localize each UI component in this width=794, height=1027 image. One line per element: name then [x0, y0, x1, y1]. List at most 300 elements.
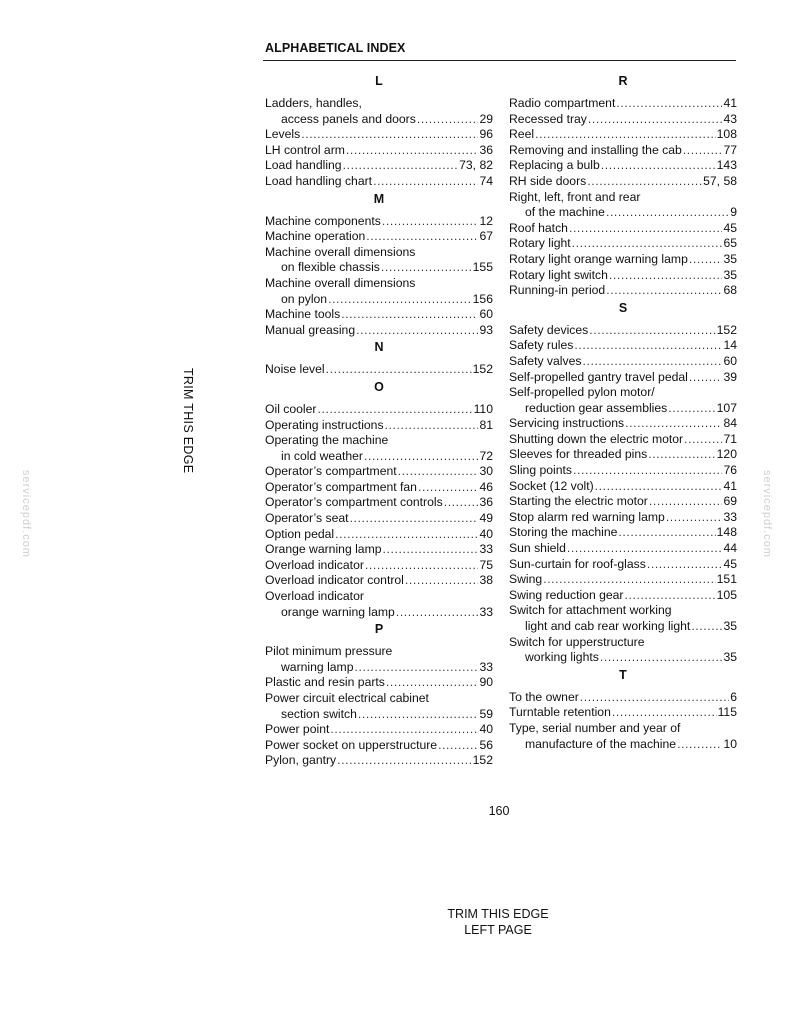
entry-row: [265, 418, 493, 434]
dot-leader: [588, 112, 723, 128]
index-entry: [509, 338, 737, 354]
dot-leader: [365, 558, 479, 574]
entry-page-number: 38: [479, 573, 493, 588]
entry-row: [509, 737, 737, 753]
dot-leader: [535, 127, 716, 143]
dot-leader: [606, 205, 729, 221]
entry-row: [509, 143, 737, 159]
entry-page-number: 65: [723, 236, 737, 251]
entry-text: in cold weather: [281, 448, 363, 463]
index-entry: [265, 542, 493, 558]
entry-row: [265, 605, 493, 621]
entry-row: [265, 323, 493, 339]
index-entry: [509, 541, 737, 557]
dot-leader: [364, 449, 478, 465]
entry-row: [265, 558, 493, 574]
entry-row: [509, 690, 737, 706]
entry-row: [265, 127, 493, 143]
entry-text: on flexible chassis: [281, 260, 380, 275]
entry-text: Operator’s compartment controls: [265, 495, 443, 510]
dot-leader: [343, 158, 459, 174]
entry-text: Operator’s compartment fan: [265, 479, 417, 494]
entry-row: [265, 464, 493, 480]
dot-leader: [398, 464, 479, 480]
entry-page-number: 69: [723, 494, 737, 509]
entry-text: Sling points: [509, 463, 573, 478]
entry-page-number: 115: [717, 705, 737, 720]
entry-text: Power socket on upperstructure: [265, 737, 438, 752]
index-entry: [265, 558, 493, 574]
index-entry: [509, 252, 737, 268]
dot-leader: [366, 229, 478, 245]
dot-leader: [649, 494, 723, 510]
entry-text: Sleeves for threaded pins: [509, 447, 648, 462]
index-entry: [265, 675, 493, 691]
section-letter: O: [374, 379, 384, 394]
index-entry: [509, 190, 737, 221]
entry-page-number: 151: [716, 572, 737, 587]
index-column-left: [265, 72, 493, 769]
entry-row: [509, 619, 737, 635]
header-rule: [263, 60, 736, 61]
entry-page-number: 40: [479, 526, 493, 541]
trim-bottom-line-1: TRIM THIS EDGE: [447, 907, 549, 921]
entry-page-number: 77: [723, 142, 737, 157]
entry-page-number: 6: [730, 689, 737, 704]
dot-leader: [683, 143, 723, 159]
entry-row: [509, 432, 737, 448]
entry-text: light and cab rear working light: [525, 619, 691, 633]
index-section: [509, 72, 737, 299]
entry-text: Rotary light orange warning lamp: [509, 251, 688, 266]
entry-page-number: 68: [723, 283, 737, 298]
dot-leader: [405, 573, 479, 589]
entry-heading-line: Machine overall dimensions: [265, 244, 416, 259]
section-letter: R: [618, 74, 628, 88]
dot-leader: [616, 96, 722, 112]
trim-edge-bottom-label: [400, 906, 596, 938]
dot-leader: [612, 705, 717, 721]
index-entry: [265, 402, 493, 418]
dot-leader: [677, 737, 722, 753]
entry-heading-line: Type, serial number and year of: [509, 720, 681, 735]
entry-text: Safety valves: [509, 353, 582, 368]
dot-leader: [341, 307, 478, 323]
dot-leader: [618, 525, 715, 541]
dot-leader: [567, 541, 723, 557]
entry-row: [509, 283, 737, 299]
entry-page-number: 56: [479, 737, 493, 752]
entry-text: Swing: [509, 572, 543, 587]
entry-heading-line: Overload indicator: [265, 589, 364, 604]
entry-heading-line: Machine overall dimensions: [265, 275, 416, 290]
entry-row: [265, 158, 493, 174]
entry-text: Pylon, gantry: [265, 753, 337, 768]
section-letter: N: [374, 340, 384, 355]
entry-text: Shutting down the electric motor: [509, 431, 684, 446]
entry-page-number: 96: [479, 127, 493, 142]
entry-page-number: 33: [723, 509, 737, 524]
entry-text: Power point: [265, 722, 330, 737]
section-letter: P: [374, 622, 384, 637]
entry-text: Safety rules: [509, 338, 574, 353]
entry-text: Overload indicator control: [265, 573, 404, 588]
dot-leader: [346, 143, 479, 159]
entry-row: [265, 511, 493, 527]
dot-leader: [582, 354, 722, 370]
entry-row: [509, 268, 737, 284]
index-entry: [509, 479, 737, 495]
entry-text: warning lamp: [281, 659, 354, 674]
dot-leader: [337, 753, 472, 769]
index-entry: [509, 127, 737, 143]
index-entry: [265, 573, 493, 589]
dot-leader: [587, 174, 702, 190]
entry-page-number: 36: [479, 495, 493, 510]
entry-row: [265, 738, 493, 754]
dot-leader: [328, 292, 472, 308]
index-entry: [509, 463, 737, 479]
dot-leader: [383, 542, 479, 558]
index-entry: [265, 307, 493, 323]
entry-page-number: 35: [723, 650, 737, 665]
entry-page-number: 35: [723, 267, 737, 282]
entry-row: [265, 260, 493, 276]
entry-heading-line: Right, left, front and rear: [509, 189, 641, 204]
entry-row: [265, 495, 493, 511]
dot-leader: [385, 418, 479, 434]
dot-leader: [438, 738, 478, 754]
index-entry: [265, 127, 493, 143]
entry-page-number: 12: [479, 213, 493, 228]
dot-leader: [609, 268, 723, 284]
entry-page-number: 152: [472, 362, 493, 377]
entry-page-number: 107: [716, 400, 737, 415]
entry-row: [509, 494, 737, 510]
index-entry: [265, 174, 493, 190]
entry-text: Removing and installing the cab: [509, 142, 682, 157]
entry-page-number: 84: [723, 416, 737, 431]
entry-page-number: 60: [723, 353, 737, 368]
dot-leader: [573, 463, 722, 479]
entry-page-number: 60: [479, 307, 493, 322]
entry-text: To the owner: [509, 689, 579, 704]
entry-row: [509, 174, 737, 190]
entry-page-number: 67: [479, 229, 493, 244]
index-entry: [509, 323, 737, 339]
section-letter: M: [373, 191, 385, 206]
entry-text: Rotary light: [509, 236, 571, 251]
dot-leader: [543, 572, 715, 588]
entry-heading-line: Switch for upperstructure: [509, 634, 645, 649]
entry-row: [509, 370, 737, 386]
dot-leader: [572, 236, 723, 252]
entry-text: Replacing a bulb: [509, 158, 600, 173]
entry-text: Radio compartment: [509, 96, 616, 110]
entry-row: [265, 722, 493, 738]
index-title: ALPHABETICAL INDEX: [265, 41, 406, 55]
entry-text: Machine components: [265, 213, 381, 228]
index-entry: [265, 511, 493, 527]
entry-row: [265, 229, 493, 245]
index-section: [509, 299, 737, 666]
index-entry: [509, 236, 737, 252]
entry-text: Load handling: [265, 158, 342, 173]
entry-row: [509, 557, 737, 573]
entry-row: [509, 96, 737, 112]
dot-leader: [595, 479, 723, 495]
entry-row: [509, 541, 737, 557]
dot-leader: [691, 619, 722, 635]
entry-heading-line: Switch for attachment working: [509, 603, 672, 618]
index-entry: [265, 143, 493, 159]
dot-leader: [301, 127, 478, 143]
section-letter: T: [619, 667, 627, 682]
entry-text: reduction gear assemblies: [525, 400, 668, 415]
index-entry: [265, 96, 493, 127]
entry-row: [509, 447, 737, 463]
entry-text: Sun shield: [509, 541, 566, 556]
entry-heading-line: Self-propelled pylon motor/: [509, 385, 655, 400]
entry-row: [509, 463, 737, 479]
dot-leader: [580, 690, 729, 706]
index-entry: [265, 158, 493, 174]
index-entry: [509, 588, 737, 604]
entry-text: LH control arm: [265, 142, 345, 157]
entry-page-number: 81: [479, 417, 493, 432]
entry-row: [265, 573, 493, 589]
index-entry: [265, 753, 493, 769]
index-entry: [509, 370, 737, 386]
entry-row: [509, 323, 737, 339]
entry-page-number: 43: [723, 111, 737, 126]
dot-leader: [417, 112, 479, 128]
dot-leader: [418, 480, 478, 496]
entry-page-number: 49: [479, 511, 493, 526]
index-entry: [509, 447, 737, 463]
entry-text: Orange warning lamp: [265, 542, 382, 557]
page-number: 160: [488, 804, 510, 818]
entry-row: [265, 112, 493, 128]
index-entry: [265, 464, 493, 480]
index-entry: [509, 494, 737, 510]
entry-text: Servicing instructions: [509, 416, 625, 431]
dot-leader: [330, 722, 478, 738]
index-entry: [509, 432, 737, 448]
index-entry: [509, 572, 737, 588]
index-entry: [265, 722, 493, 738]
entry-page-number: 14: [723, 338, 737, 353]
entry-text: Roof hatch: [509, 220, 568, 235]
index-entry: [509, 143, 737, 159]
index-entry: [509, 158, 737, 174]
entry-text: Swing reduction gear: [509, 587, 624, 602]
entry-heading-line: Operating the machine: [265, 433, 389, 448]
dot-leader: [625, 416, 722, 432]
index-entry: [265, 418, 493, 434]
index-section: [265, 190, 493, 339]
entry-text: access panels and doors: [281, 111, 416, 126]
index-entry: [509, 525, 737, 541]
entry-heading-line: Power circuit electrical cabinet: [265, 691, 429, 705]
entry-row: [265, 707, 493, 723]
entry-text: Option pedal: [265, 526, 335, 541]
entry-text: Turntable retention: [509, 705, 611, 720]
index-entry: [265, 323, 493, 339]
entry-page-number: 120: [716, 447, 737, 462]
index-section: [509, 666, 737, 752]
entry-row: [265, 542, 493, 558]
dot-leader: [689, 252, 723, 268]
dot-leader: [569, 221, 722, 237]
entry-row: [265, 402, 493, 418]
entry-text: Reel: [509, 127, 535, 142]
watermark-right: servicepdf.com: [761, 470, 773, 558]
entry-page-number: 156: [472, 291, 493, 306]
index-entry: [509, 603, 737, 634]
dot-leader: [358, 707, 479, 723]
entry-row: [509, 401, 737, 417]
entry-page-number: 33: [479, 542, 493, 557]
index-entry: [265, 362, 493, 378]
entry-row: [509, 525, 737, 541]
entry-page-number: 36: [479, 142, 493, 157]
index-entry: [265, 691, 493, 722]
index-entry: [265, 644, 493, 675]
entry-text: Rotary light switch: [509, 267, 608, 282]
entry-text: RH side doors: [509, 173, 587, 188]
entry-text: of the machine: [525, 205, 605, 220]
entry-row: [509, 236, 737, 252]
entry-row: [509, 479, 737, 495]
entry-page-number: 90: [479, 675, 493, 690]
index-entry: [265, 589, 493, 620]
index-entry: [265, 214, 493, 230]
entry-text: section switch: [281, 706, 357, 721]
index-entry: [509, 705, 737, 721]
index-entry: [265, 433, 493, 464]
entry-row: [265, 675, 493, 691]
entry-text: Machine operation: [265, 229, 366, 244]
trim-edge-side-label: TRIM THIS EDGE: [181, 368, 195, 474]
index-entry: [509, 112, 737, 128]
entry-text: Storing the machine: [509, 525, 618, 540]
entry-page-number: 152: [472, 753, 493, 768]
index-entry: [509, 354, 737, 370]
entry-page-number: 40: [479, 722, 493, 737]
entry-row: [509, 127, 737, 143]
entry-page-number: 41: [723, 96, 737, 110]
entry-text: Operator’s seat: [265, 511, 349, 526]
entry-page-number: 105: [716, 587, 737, 602]
dot-leader: [356, 323, 478, 339]
entry-page-number: 93: [479, 322, 493, 337]
dot-leader: [625, 588, 716, 604]
entry-text: Starting the electric motor: [509, 494, 648, 509]
entry-text: Plastic and resin parts: [265, 675, 385, 690]
dot-leader: [606, 283, 722, 299]
dot-leader: [666, 510, 723, 526]
entry-page-number: 33: [479, 659, 493, 674]
entry-row: [509, 705, 737, 721]
index-entry: [509, 721, 737, 752]
index-entry: [265, 276, 493, 307]
dot-leader: [373, 174, 478, 190]
entry-page-number: 73, 82: [459, 158, 493, 173]
entry-text: Overload indicator: [265, 557, 364, 572]
entry-row: [509, 112, 737, 128]
entry-page-number: 35: [723, 619, 737, 633]
entry-page-number: 57, 58: [703, 173, 737, 188]
index-entry: [509, 174, 737, 190]
dot-leader: [396, 605, 479, 621]
entry-text: working lights: [525, 650, 599, 665]
entry-page-number: 155: [472, 260, 493, 275]
dot-leader: [335, 527, 478, 543]
index-entry: [509, 416, 737, 432]
index-entry: [265, 229, 493, 245]
entry-text: Operating instructions: [265, 417, 384, 432]
entry-page-number: 143: [716, 158, 737, 173]
entry-row: [265, 753, 493, 769]
index-section: [265, 72, 493, 190]
entry-page-number: 10: [723, 736, 737, 751]
index-entry: [265, 480, 493, 496]
index-entry: [509, 96, 737, 112]
dot-leader: [574, 338, 722, 354]
dot-leader: [648, 447, 715, 463]
entry-heading-line: Pilot minimum pressure: [265, 644, 393, 659]
dot-leader: [444, 495, 479, 511]
entry-page-number: 152: [716, 322, 737, 337]
dot-leader: [589, 323, 715, 339]
entry-text: manufacture of the machine: [525, 736, 677, 751]
entry-heading-line: Ladders, handles,: [265, 96, 362, 110]
trim-bottom-line-2: LEFT PAGE: [464, 923, 532, 937]
dot-leader: [684, 432, 722, 448]
index-entry: [265, 527, 493, 543]
entry-row: [265, 292, 493, 308]
entry-text: Machine tools: [265, 307, 341, 322]
entry-row: [265, 660, 493, 676]
entry-text: on pylon: [281, 291, 328, 306]
section-letter: S: [618, 300, 628, 315]
entry-page-number: 148: [716, 525, 737, 540]
entry-page-number: 41: [723, 478, 737, 493]
dot-leader: [601, 158, 716, 174]
dot-leader: [386, 675, 479, 691]
entry-page-number: 44: [723, 541, 737, 556]
index-entry: [509, 268, 737, 284]
entry-page-number: 29: [479, 111, 493, 126]
entry-row: [509, 354, 737, 370]
entry-row: [509, 205, 737, 221]
entry-text: Running-in period: [509, 283, 606, 298]
entry-row: [265, 174, 493, 190]
entry-row: [509, 338, 737, 354]
index-entry: [509, 635, 737, 666]
entry-text: Sun-curtain for roof-glass: [509, 556, 646, 571]
entry-page-number: 72: [479, 448, 493, 463]
entry-text: Self-propelled gantry travel pedal: [509, 369, 688, 384]
entry-text: Levels: [265, 127, 301, 142]
entry-page-number: 30: [479, 464, 493, 479]
entry-row: [509, 650, 737, 666]
entry-text: Stop alarm red warning lamp: [509, 509, 665, 524]
dot-leader: [326, 362, 472, 378]
entry-text: Noise level: [265, 362, 325, 377]
entry-row: [509, 416, 737, 432]
